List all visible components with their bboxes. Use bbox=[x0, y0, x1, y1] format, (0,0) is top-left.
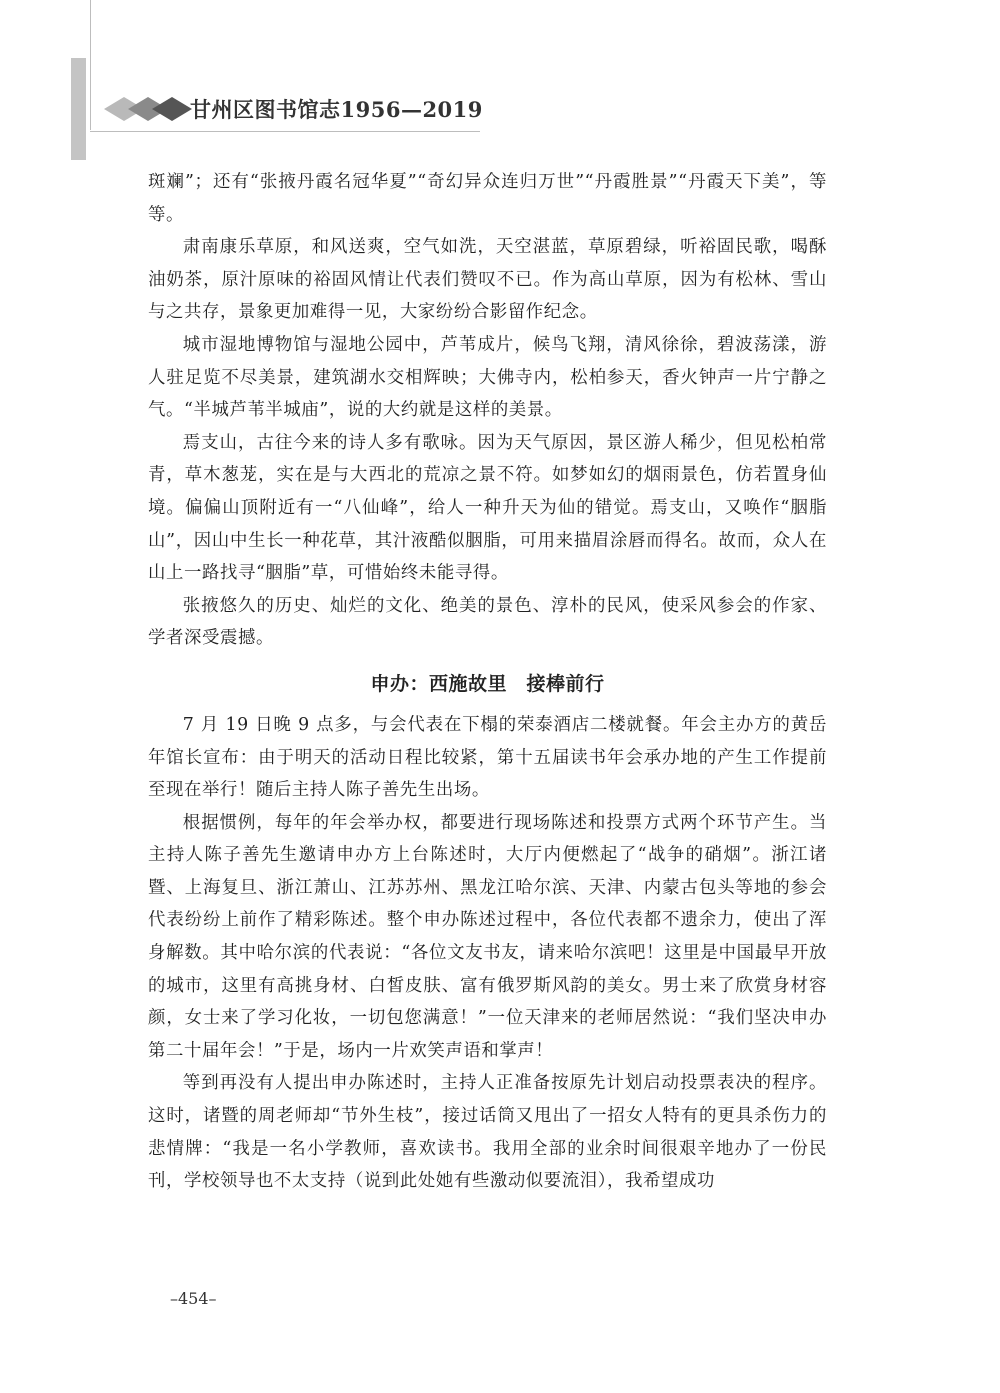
header-horizontal-rule bbox=[90, 131, 480, 132]
running-header-title: 甘州区图书馆志1956—2019 bbox=[190, 97, 483, 122]
paragraph: 等到再没有人提出申办陈述时，主持人正准备按原先计划启动投票表决的程序。这时，诸暨的周老师却“节外生枝”，接过话筒又甩出了一招女人特有的更具杀伤力的悲情牌：“我是一名小学教师，喜欢读书。我用全部的业余时间很艰辛地办了一份民刊，学校领导也不太支持（说到此处她有些激动似要流泪），我希望成功 bbox=[148, 1073, 827, 1192]
paragraph: 根据惯例，每年的年会举办权，都要进行现场陈述和投票方式两个环节产生。当主持人陈子善先生邀请申办方上台陈述时，大厅内便燃起了“战争的硝烟”。浙江诸暨、上海复旦、浙江萧山、江苏苏州、黑龙江哈尔滨、天津、内蒙古包头等地的参会代表纷纷上前作了精彩陈述。整个申办陈述过程中，各位代表都不遗余力，使出了浑身解数。其中哈尔滨的代表说：“各位文友书友，请来哈尔滨吧！这里是中国最早开放的城市，这里有高挑身材、白皙皮肤、富有俄罗斯风韵的美女。男士来了欣赏身材容颜，女士来了学习化妆，一切包您满意！”一位天津来的老师居然说：“我们坚决申办第二十届年会！”于是，场内一片欢笑声语和掌声！ bbox=[148, 812, 827, 1061]
paragraph: 肃南康乐草原，和风送爽，空气如洗，天空湛蓝，草原碧绿，听裕固民歌，喝酥油奶茶，原汁原味的裕固风情让代表们赞叹不已。作为高山草原，因为有松林、雪山与之共存，景象更加难得一见，大家纷纷合影留作纪念。 bbox=[148, 237, 827, 323]
paragraph: 7 月 19 日晚 9 点多，与会代表在下榻的荣泰酒店二楼就餐。年会主办方的黄岳年馆长宣布：由于明天的活动日程比较紧，第十五届读书年会承办地的产生工作提前至现在举行！随后主持人陈子善先生出场。 bbox=[148, 714, 827, 801]
paragraph: 焉支山，古往今来的诗人多有歌咏。因为天气原因，景区游人稀少，但见松柏常青，草木葱茏，实在是与大西北的荒凉之景不符。如梦如幻的烟雨景色，仿若置身仙境。偏偏山顶附近有一“八仙峰”，给人一种升天为仙的错觉。焉支山，又唤作“胭脂山”，因山中生长一种花草，其汁液酷似胭脂，可用来描眉涂唇而得名。故而，众人在山上一路找寻“胭脂”草，可惜始终未能寻得。 bbox=[148, 432, 827, 584]
page-number: –454– bbox=[170, 1289, 217, 1308]
paragraph: 城市湿地博物馆与湿地公园中，芦苇成片，候鸟飞翔，清风徐徐，碧波荡漾，游人驻足览不尽美景，建筑湖水交相辉映；大佛寺内，松柏参天，香火钟声一片宁静之气。“半城芦苇半城庙”，说的大约就是这样的美景。 bbox=[148, 334, 827, 421]
header-side-bar bbox=[71, 58, 86, 160]
header-vertical-rule bbox=[90, 0, 91, 130]
page-body bbox=[148, 166, 827, 1198]
paragraph: 张掖悠久的历史、灿烂的文化、绝美的景色、淳朴的民风，使采风参会的作家、学者深受震撼。 bbox=[148, 595, 827, 649]
paragraph: 斑斓”；还有“张掖丹霞名冠华夏”“奇幻异众连归万世”“丹霞胜景”“丹霞天下美”，等等。 bbox=[148, 172, 827, 225]
section-heading: 申办：西施故里 接棒前行 bbox=[370, 672, 605, 695]
header-diamond-icon bbox=[102, 94, 192, 124]
